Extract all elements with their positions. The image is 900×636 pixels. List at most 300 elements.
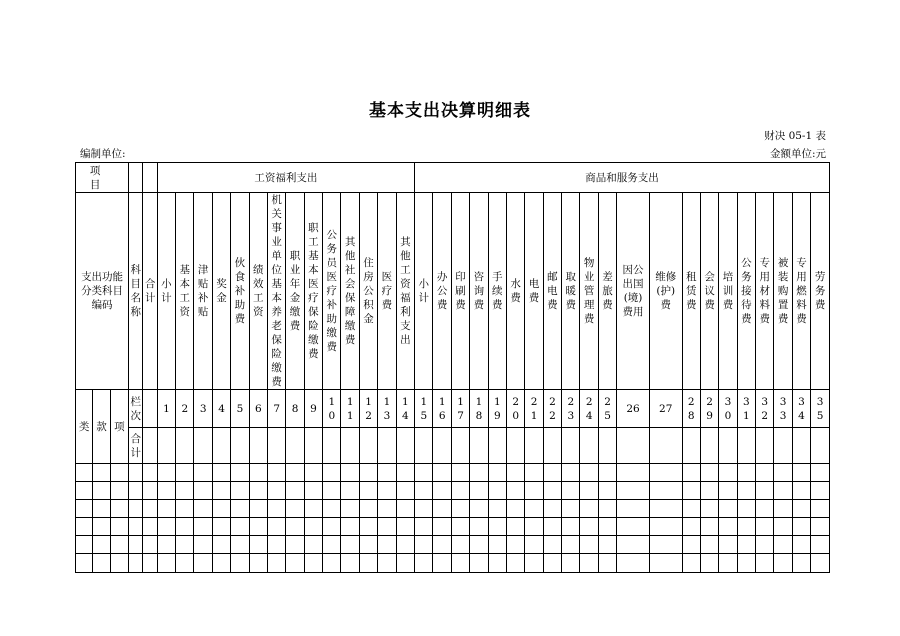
- table-cell: [267, 482, 285, 500]
- table-cell: [378, 428, 396, 464]
- table-cell: [212, 500, 230, 518]
- table-cell: [110, 482, 128, 500]
- project-header: 项 目: [76, 163, 129, 193]
- table-cell: [359, 536, 377, 554]
- table-cell: [470, 482, 488, 500]
- table-cell: [811, 500, 830, 518]
- table-cell: [129, 554, 143, 573]
- table-cell: [176, 554, 194, 573]
- column-number: 8: [286, 390, 304, 428]
- table-cell: [470, 500, 488, 518]
- table-cell: [378, 554, 396, 573]
- table-cell: [719, 482, 737, 500]
- table-cell: [562, 428, 580, 464]
- table-cell: [737, 464, 755, 482]
- table-cell: [176, 482, 194, 500]
- table-cell: [792, 428, 810, 464]
- column-number: 13: [378, 390, 396, 428]
- table-cell: [341, 500, 359, 518]
- table-cell: [649, 518, 682, 536]
- column-header: 物业管理费: [580, 193, 598, 390]
- table-cell: [249, 518, 267, 536]
- table-cell: [76, 482, 93, 500]
- table-cell: [176, 428, 194, 464]
- table-cell: [470, 428, 488, 464]
- table-cell: [562, 500, 580, 518]
- table-cell: [359, 518, 377, 536]
- table-cell: [719, 428, 737, 464]
- column-number: 32: [756, 390, 774, 428]
- column-header: 机关事业单位基本养老保险缴费: [267, 193, 285, 390]
- table-cell: [811, 482, 830, 500]
- table-cell: [649, 428, 682, 464]
- table-cell: [378, 536, 396, 554]
- column-header: 手续费: [488, 193, 506, 390]
- table-cell: [792, 536, 810, 554]
- column-header: 其他工资福利支出: [396, 193, 415, 390]
- table-cell: [93, 536, 110, 554]
- table-cell: [470, 518, 488, 536]
- table-cell: [580, 428, 598, 464]
- column-number: 30: [719, 390, 737, 428]
- table-cell: [525, 428, 543, 464]
- table-cell: [617, 536, 650, 554]
- table-cell: [378, 482, 396, 500]
- table-cell: [811, 428, 830, 464]
- table-cell: [506, 536, 524, 554]
- column-header: 专用材料费: [756, 193, 774, 390]
- table-cell: [110, 536, 128, 554]
- table-cell: [719, 500, 737, 518]
- column-number: 35: [811, 390, 830, 428]
- table-cell: [231, 464, 249, 482]
- table-cell: [649, 482, 682, 500]
- spacer-cell: [129, 163, 143, 193]
- table-cell: [231, 518, 249, 536]
- table-cell: [682, 554, 700, 573]
- table-cell: [359, 482, 377, 500]
- table-cell: [756, 518, 774, 536]
- table-cell: [176, 500, 194, 518]
- spacer-cell: [143, 163, 157, 193]
- table-cell: [737, 482, 755, 500]
- table-cell: [774, 482, 792, 500]
- table-cell: [323, 464, 341, 482]
- table-cell: [212, 536, 230, 554]
- table-cell: [682, 536, 700, 554]
- table-cell: [157, 554, 175, 573]
- table-cell: [792, 518, 810, 536]
- table-cell: [143, 554, 157, 573]
- column-number: 9: [304, 390, 322, 428]
- table-cell: [737, 554, 755, 573]
- table-cell: [470, 554, 488, 573]
- table-cell: [304, 464, 322, 482]
- table-cell: [700, 554, 718, 573]
- amount-unit: 金额单位:元: [769, 148, 826, 160]
- table-cell: [341, 464, 359, 482]
- table-cell: [157, 482, 175, 500]
- table-cell: [774, 464, 792, 482]
- table-cell: [562, 464, 580, 482]
- table-cell: [415, 428, 433, 464]
- column-number: 19: [488, 390, 506, 428]
- table-cell: [488, 554, 506, 573]
- column-header: 因公出国(境)费用: [617, 193, 650, 390]
- table-cell: [359, 428, 377, 464]
- table-cell: [143, 464, 157, 482]
- table-cell: [176, 536, 194, 554]
- table-cell: [212, 518, 230, 536]
- column-number: 3: [194, 390, 212, 428]
- column-header: 会议费: [700, 193, 718, 390]
- table-cell: [617, 428, 650, 464]
- table-cell: [506, 554, 524, 573]
- table-cell: [774, 428, 792, 464]
- table-cell: [700, 482, 718, 500]
- table-cell: [176, 464, 194, 482]
- column-number: 27: [649, 390, 682, 428]
- table-cell: [792, 554, 810, 573]
- table-cell: [157, 536, 175, 554]
- table-cell: [682, 428, 700, 464]
- table-cell: [396, 464, 415, 482]
- table-cell: [323, 536, 341, 554]
- row-number-label: 栏次: [129, 390, 143, 428]
- table-cell: [396, 500, 415, 518]
- column-header: 专用燃料费: [792, 193, 810, 390]
- table-cell: [451, 428, 469, 464]
- table-cell: [267, 536, 285, 554]
- table-cell: [598, 500, 616, 518]
- table-cell: [359, 464, 377, 482]
- table-cell: [719, 554, 737, 573]
- table-cell: [580, 500, 598, 518]
- column-number: 2: [176, 390, 194, 428]
- table-cell: [212, 428, 230, 464]
- table-cell: [396, 518, 415, 536]
- table-cell: [470, 464, 488, 482]
- table-cell: [756, 464, 774, 482]
- table-cell: [194, 536, 212, 554]
- column-header: 差旅费: [598, 193, 616, 390]
- table-cell: [562, 518, 580, 536]
- table-cell: [304, 518, 322, 536]
- table-cell: [598, 518, 616, 536]
- column-header: 租赁费: [682, 193, 700, 390]
- table-cell: [525, 536, 543, 554]
- table-cell: [249, 482, 267, 500]
- table-cell: [700, 428, 718, 464]
- column-header: 住房公积金: [359, 193, 377, 390]
- column-number: 34: [792, 390, 810, 428]
- table-cell: [756, 428, 774, 464]
- form-code: 财决 05-1 表: [764, 130, 826, 142]
- table-cell: [488, 518, 506, 536]
- table-cell: [231, 500, 249, 518]
- table-cell: [286, 536, 304, 554]
- category-label: 类: [76, 390, 93, 464]
- column-number: 28: [682, 390, 700, 428]
- table-cell: [304, 500, 322, 518]
- table-cell: [93, 554, 110, 573]
- table-cell: [649, 554, 682, 573]
- column-header: 维修(护)费: [649, 193, 682, 390]
- table-cell: [562, 536, 580, 554]
- table-cell: [249, 536, 267, 554]
- table-cell: [598, 482, 616, 500]
- table-cell: [433, 428, 451, 464]
- empty-cell: [143, 428, 157, 464]
- table-cell: [194, 464, 212, 482]
- table-cell: [157, 428, 175, 464]
- table-cell: [506, 482, 524, 500]
- table-cell: [93, 464, 110, 482]
- table-cell: [562, 554, 580, 573]
- table-cell: [756, 536, 774, 554]
- column-header: 邮电费: [543, 193, 561, 390]
- unit-label: 编制单位:: [80, 148, 126, 160]
- table-cell: [543, 464, 561, 482]
- table-cell: [304, 428, 322, 464]
- column-number: 29: [700, 390, 718, 428]
- column-number: 5: [231, 390, 249, 428]
- table-cell: [378, 500, 396, 518]
- total-header: 合计: [143, 193, 157, 390]
- table-cell: [157, 500, 175, 518]
- table-cell: [194, 554, 212, 573]
- column-header: 奖金: [212, 193, 230, 390]
- column-number: 21: [525, 390, 543, 428]
- table-cell: [129, 464, 143, 482]
- column-number: 1: [157, 390, 175, 428]
- table-cell: [249, 554, 267, 573]
- table-cell: [649, 500, 682, 518]
- table-row: [76, 554, 830, 573]
- table-cell: [286, 428, 304, 464]
- table-cell: [433, 518, 451, 536]
- table-row: [76, 464, 830, 482]
- column-header: 绩效工资: [249, 193, 267, 390]
- table-cell: [76, 518, 93, 536]
- table-cell: [737, 536, 755, 554]
- table-cell: [249, 464, 267, 482]
- table-cell: [110, 464, 128, 482]
- table-cell: [543, 428, 561, 464]
- table-cell: [774, 518, 792, 536]
- table-cell: [774, 554, 792, 573]
- expenditure-table: [75, 162, 830, 573]
- table-cell: [756, 482, 774, 500]
- table-cell: [506, 518, 524, 536]
- table-cell: [451, 500, 469, 518]
- table-cell: [110, 518, 128, 536]
- table-cell: [143, 518, 157, 536]
- table-cell: [617, 518, 650, 536]
- table-cell: [682, 518, 700, 536]
- column-header: 印刷费: [451, 193, 469, 390]
- table-cell: [415, 464, 433, 482]
- column-number: 15: [415, 390, 433, 428]
- column-number: 22: [543, 390, 561, 428]
- table-cell: [93, 500, 110, 518]
- column-header: 公务员医疗补助缴费: [323, 193, 341, 390]
- table-cell: [267, 500, 285, 518]
- table-cell: [304, 536, 322, 554]
- table-cell: [341, 428, 359, 464]
- table-cell: [451, 536, 469, 554]
- table-cell: [93, 518, 110, 536]
- table-cell: [451, 554, 469, 573]
- table-cell: [700, 536, 718, 554]
- table-cell: [231, 482, 249, 500]
- column-header: 办公费: [433, 193, 451, 390]
- subject-name-header: 科目名称: [129, 193, 143, 390]
- table-cell: [110, 500, 128, 518]
- table-cell: [433, 464, 451, 482]
- table-cell: [562, 482, 580, 500]
- item-label: 项: [110, 390, 128, 464]
- column-number: 23: [562, 390, 580, 428]
- table-cell: [378, 518, 396, 536]
- column-header: 公务接待费: [737, 193, 755, 390]
- table-cell: [231, 536, 249, 554]
- table-cell: [341, 536, 359, 554]
- table-cell: [267, 518, 285, 536]
- table-cell: [286, 500, 304, 518]
- table-cell: [598, 428, 616, 464]
- table-cell: [378, 464, 396, 482]
- table-cell: [286, 464, 304, 482]
- table-cell: [451, 482, 469, 500]
- column-number: 31: [737, 390, 755, 428]
- table-cell: [249, 428, 267, 464]
- page-title: 基本支出决算明细表: [369, 101, 531, 121]
- table-cell: [396, 482, 415, 500]
- table-cell: [415, 536, 433, 554]
- table-cell: [194, 500, 212, 518]
- table-cell: [598, 536, 616, 554]
- table-cell: [359, 554, 377, 573]
- table-cell: [488, 428, 506, 464]
- table-cell: [543, 554, 561, 573]
- column-number: 18: [470, 390, 488, 428]
- table-cell: [811, 554, 830, 573]
- table-cell: [617, 482, 650, 500]
- column-header: 医疗费: [378, 193, 396, 390]
- table-cell: [212, 482, 230, 500]
- table-cell: [129, 482, 143, 500]
- column-header: 培训费: [719, 193, 737, 390]
- column-header: 基本工资: [176, 193, 194, 390]
- table-cell: [304, 554, 322, 573]
- table-cell: [267, 428, 285, 464]
- column-header: 咨询费: [470, 193, 488, 390]
- table-row: [76, 536, 830, 554]
- table-cell: [267, 464, 285, 482]
- column-number: 33: [774, 390, 792, 428]
- table-cell: [682, 500, 700, 518]
- table-cell: [76, 464, 93, 482]
- table-cell: [129, 500, 143, 518]
- wage-group-header: 工资福利支出: [157, 163, 414, 193]
- table-cell: [194, 518, 212, 536]
- table-cell: [543, 536, 561, 554]
- table-cell: [580, 464, 598, 482]
- table-cell: [415, 554, 433, 573]
- column-number: 14: [396, 390, 415, 428]
- table-cell: [359, 500, 377, 518]
- table-cell: [286, 518, 304, 536]
- table-cell: [249, 500, 267, 518]
- table-cell: [811, 536, 830, 554]
- column-header: 电费: [525, 193, 543, 390]
- column-header: 伙食补助费: [231, 193, 249, 390]
- table-cell: [649, 536, 682, 554]
- column-header: 被装购置费: [774, 193, 792, 390]
- goods-group-header: 商品和服务支出: [415, 163, 830, 193]
- table-cell: [415, 518, 433, 536]
- column-number: 4: [212, 390, 230, 428]
- column-header: 水费: [506, 193, 524, 390]
- column-number: 25: [598, 390, 616, 428]
- table-cell: [719, 518, 737, 536]
- table-cell: [433, 536, 451, 554]
- table-cell: [737, 518, 755, 536]
- table-cell: [93, 482, 110, 500]
- table-cell: [506, 428, 524, 464]
- column-header: 小计: [415, 193, 433, 390]
- table-cell: [617, 500, 650, 518]
- column-number: 7: [267, 390, 285, 428]
- column-number: 20: [506, 390, 524, 428]
- table-cell: [323, 518, 341, 536]
- table-cell: [433, 500, 451, 518]
- table-cell: [598, 464, 616, 482]
- table-cell: [756, 554, 774, 573]
- table-cell: [525, 554, 543, 573]
- column-header: 小计: [157, 193, 175, 390]
- table-cell: [143, 482, 157, 500]
- table-cell: [580, 536, 598, 554]
- table-cell: [792, 500, 810, 518]
- section-label: 款: [93, 390, 110, 464]
- table-cell: [737, 428, 755, 464]
- table-cell: [580, 518, 598, 536]
- table-cell: [76, 500, 93, 518]
- table-cell: [341, 518, 359, 536]
- table-cell: [212, 554, 230, 573]
- table-cell: [76, 554, 93, 573]
- table-cell: [525, 464, 543, 482]
- table-cell: [304, 482, 322, 500]
- table-cell: [543, 500, 561, 518]
- column-header: 津贴补贴: [194, 193, 212, 390]
- table-cell: [231, 428, 249, 464]
- table-cell: [323, 554, 341, 573]
- column-header: 职业年金缴费: [286, 193, 304, 390]
- column-header: 职工基本医疗保险缴费: [304, 193, 322, 390]
- table-cell: [580, 482, 598, 500]
- table-cell: [580, 554, 598, 573]
- table-cell: [76, 536, 93, 554]
- table-cell: [323, 482, 341, 500]
- column-number: 11: [341, 390, 359, 428]
- table-cell: [617, 464, 650, 482]
- table-cell: [194, 428, 212, 464]
- table-cell: [433, 554, 451, 573]
- table-cell: [506, 500, 524, 518]
